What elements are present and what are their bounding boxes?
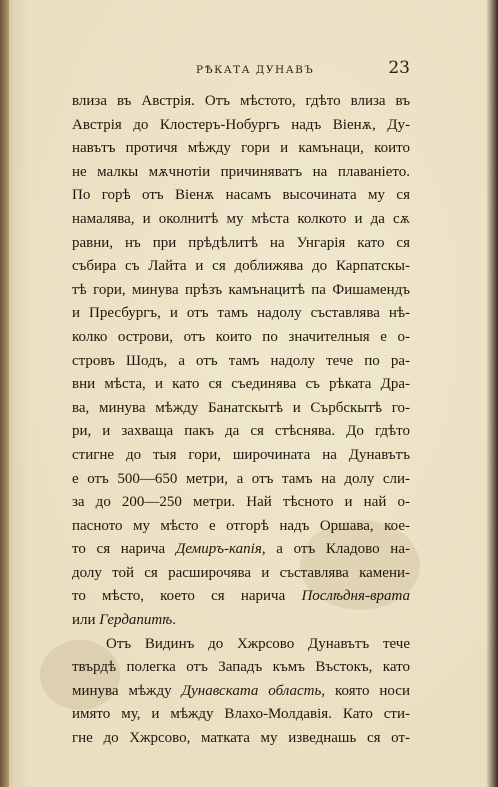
text-body: [72, 90, 410, 751]
text-line-with-emphasis: [72, 538, 410, 562]
text-line: ва, минува мѣжду Банатскытѣ и Сърбскытѣ го-: [72, 399, 410, 416]
text-line: По горѣ отъ Віенѫ насамъ высочината му ся: [72, 187, 410, 204]
text-line: равни, нъ при прѣдѣлитѣ на Унгарія като ся: [72, 234, 410, 251]
text-fragment: минува мѣжду: [72, 682, 182, 699]
text-line: намалява, и околнитѣ му мѣста колкото и да сѫ: [72, 210, 410, 227]
running-header: [72, 58, 410, 84]
text-fragment: то ся нарича: [72, 541, 176, 558]
emphasized-term: Демиръ-капія: [175, 541, 262, 558]
text-line-with-emphasis: [72, 680, 410, 704]
text-line: тѣ гори, минува прѣзъ камънацитѣ па Фишамендъ: [72, 281, 410, 298]
text-fragment: , която носи: [321, 682, 410, 699]
text-line: за до 200—250 метри. Най тѣсното и най о-: [72, 494, 410, 511]
page-number: 23: [388, 58, 410, 78]
text-line: гне до Хжрсово, матката му изведнашь ся от-: [72, 730, 410, 747]
text-fragment: , а отъ Кладово на-: [261, 541, 410, 558]
text-line: колко острови, отъ които по значителныя е о-: [72, 328, 410, 345]
text-line: влиза въ Австрія. Отъ мѣстото, гдѣто влиза въ: [72, 93, 410, 109]
text-line: долу той ся расширочява и съставлява камени-: [72, 564, 410, 581]
text-line: твърдѣ полегка отъ Западъ къмъ Въстокъ, като: [72, 659, 410, 676]
emphasized-term: Дунавската область: [181, 682, 322, 699]
text-line: стигне до тыя гори, широчината на Дунавътъ: [72, 446, 410, 463]
text-line: Отъ Видинъ до Хжрсово Дунавътъ тече: [106, 635, 410, 652]
running-title: РѢКАТА ДУНАВЪ: [196, 64, 315, 76]
text-fragment: или: [72, 612, 100, 629]
text-line-with-emphasis: [72, 609, 410, 633]
text-line: ри, и захваща пакъ да ся стѣснява. До гдѣто: [72, 423, 410, 440]
text-line: Австрія до Клостеръ-Нобургъ надъ Віенѫ, Ду-: [72, 116, 410, 133]
text-line: и Пресбургъ, и отъ тамъ надолу съставлява нѣ-: [72, 305, 410, 322]
text-line: навътъ протичя мѣжду гори и камънаци, които: [72, 140, 410, 157]
text-fragment: .: [172, 612, 177, 629]
text-line: стровъ Шодъ, а отъ тамъ надолу тече по ра-: [72, 352, 410, 369]
text-line: имято му, и мѣжду Влахо-Молдавія. Като сти-: [72, 706, 410, 723]
page-edge-shadow: [486, 0, 498, 787]
emphasized-term: Послѣдня-врата: [301, 588, 410, 605]
text-fragment: то мѣсто, което ся нарича: [72, 588, 302, 605]
emphasized-term: Гердапитѣ: [99, 612, 173, 629]
text-line: не малкы мѫчнотіи причиняватъ на плаваніето.: [72, 163, 410, 180]
binding-edge: [0, 0, 9, 787]
text-line: пасното му мѣсто е отгорѣ надъ Оршава, кое-: [72, 517, 410, 534]
text-line: е отъ 500—650 метри, а отъ тамъ на долу сли-: [72, 470, 410, 487]
text-line-with-emphasis: [72, 585, 410, 609]
text-line: събира съ Лайта и ся доближява до Карпатскы-: [72, 258, 410, 275]
text-line: вни мѣста, и като ся съединява съ рѣката Дра-: [72, 376, 410, 393]
